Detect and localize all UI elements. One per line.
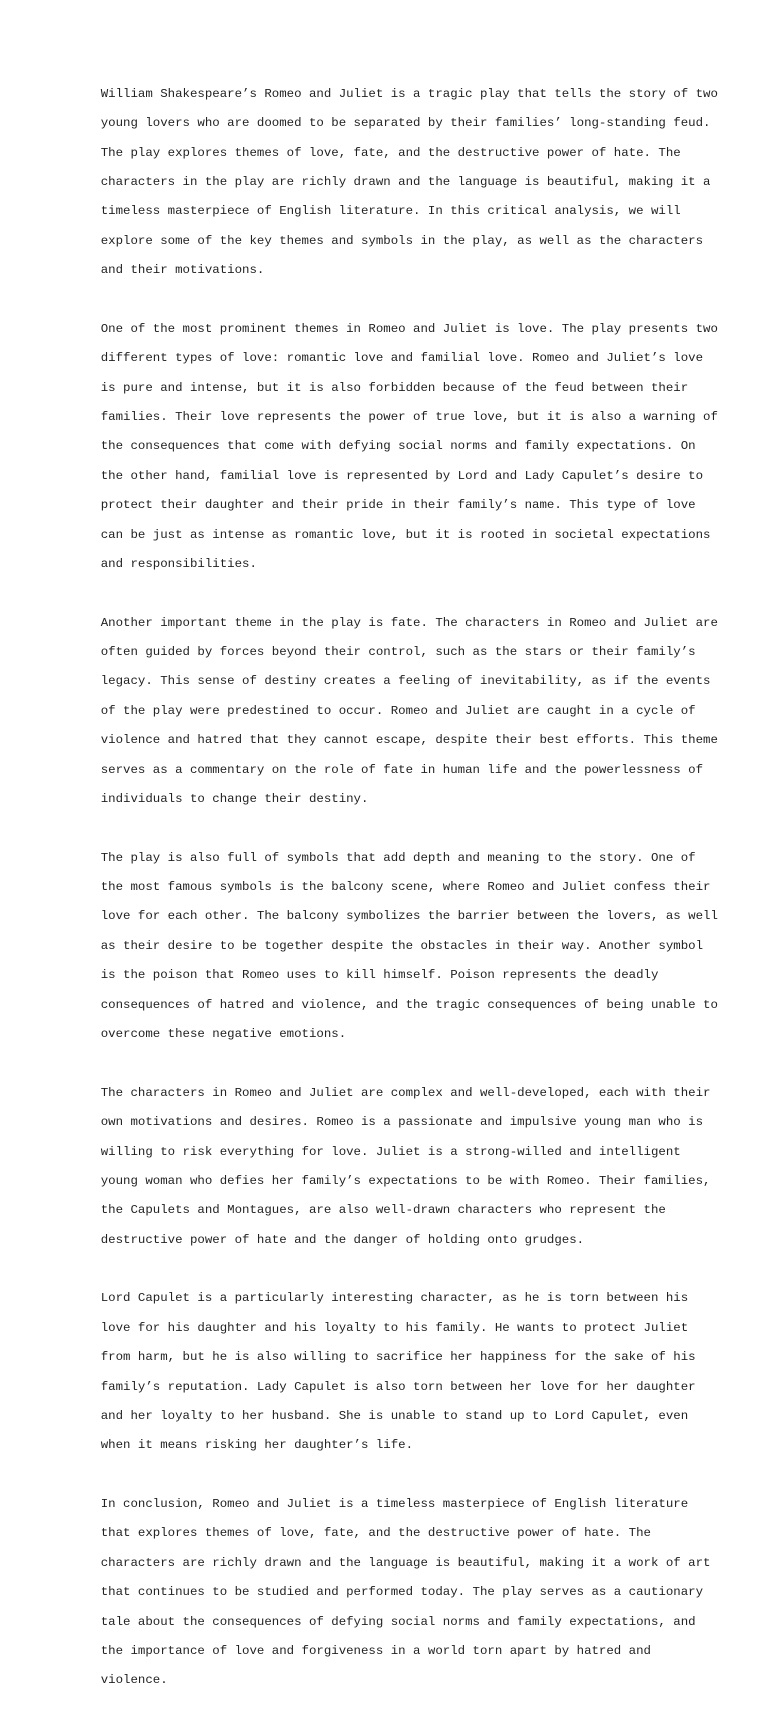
text-line: protect their daughter and their pride in their family’s name. This type of love [100, 498, 696, 513]
text-line: consequences of hatred and violence, and the tragic consequences of being unable to [100, 997, 718, 1012]
text-line: destructive power of hate and the danger of holding onto grudges. [100, 1232, 585, 1247]
text-line: One of the most prominent themes in Romeo and Juliet is love. The play presents two [100, 321, 718, 336]
text-line: The play is also full of symbols that add depth and meaning to the story. One of [100, 850, 696, 865]
text-line: Lord Capulet is a particularly interesting character, as he is torn between his [100, 1291, 689, 1306]
text-line: the other hand, familial love is represented by Lord and Lady Capulet’s desire to [100, 468, 704, 483]
paragraph-intro [71, 72, 718, 293]
paragraph-characters [71, 1071, 711, 1262]
text-line: own motivations and desires. Romeo is a passionate and impulsive young man who is [100, 1115, 704, 1130]
text-line: willing to risk everything for love. Juliet is a strong-willed and intelligent [100, 1144, 681, 1159]
text-line: is the poison that Romeo uses to kill himself. Poison represents the deadly [100, 968, 659, 983]
document-page [71, 72, 718, 1717]
paragraph-conclusion [71, 1482, 711, 1703]
text-line: different types of love: romantic love and familial love. Romeo and Juliet’s love [100, 351, 704, 366]
text-line: the consequences that come with defying social norms and family expectations. On [100, 439, 696, 454]
text-line: In conclusion, Romeo and Juliet is a timeless masterpiece of English literature [100, 1496, 689, 1511]
text-line: explore some of the key themes and symbols in the play, as well as the characters [100, 233, 704, 248]
text-line: young lovers who are doomed to be separated by their families’ long-standing feud. [100, 116, 711, 131]
text-line: and responsibilities. [100, 557, 257, 571]
text-line: is pure and intense, but it is also forbidden because of the feud between their [100, 380, 689, 395]
text-line: young woman who defies her family’s expectations to be with Romeo. Their families, [100, 1173, 711, 1188]
text-line: the most famous symbols is the balcony scene, where Romeo and Juliet confess their [100, 880, 711, 895]
text-line: The play explores themes of love, fate, and the destructive power of hate. The [100, 145, 681, 160]
text-line: violence. [100, 1673, 168, 1688]
text-line: characters in the play are richly drawn and the language is beautiful, making it a [100, 174, 711, 189]
text-line: as their desire to be together despite the obstacles in their way. Another symbol [100, 938, 704, 953]
text-line: William Shakespeare’s Romeo and Juliet is a tragic play that tells the story of two [100, 86, 718, 101]
text-line: families. Their love represents the power of true love, but it is also a warning of [100, 409, 718, 424]
text-line: the importance of love and forgiveness in a world torn apart by hatred and [100, 1644, 651, 1659]
paragraph-fate [71, 601, 718, 822]
text-line: from harm, but he is also willing to sacrifice her happiness for the sake of his [100, 1350, 696, 1365]
text-line: love for each other. The balcony symbolizes the barrier between the lovers, as well [100, 909, 718, 924]
text-line: individuals to change their destiny. [100, 792, 369, 807]
text-line: Another important theme in the play is fate. The characters in Romeo and Juliet are [100, 615, 718, 630]
text-line: the Capulets and Montagues, are also well-drawn characters who represent the [100, 1203, 666, 1218]
text-line: legacy. This sense of destiny creates a feeling of inevitability, as if the events [100, 674, 711, 689]
text-line: characters are richly drawn and the language is beautiful, making it a work of art [100, 1555, 711, 1570]
text-line: tale about the consequences of defying social norms and family expectations, and [100, 1614, 696, 1629]
text-line: The characters in Romeo and Juliet are complex and well-developed, each with their [100, 1085, 711, 1100]
text-line: timeless masterpiece of English literature. In this critical analysis, we will [100, 204, 681, 219]
text-line: of the play were predestined to occur. Romeo and Juliet are caught in a cycle of [100, 703, 696, 718]
paragraph-love [71, 307, 718, 586]
text-line: that continues to be studied and performed today. The play serves as a cautionary [100, 1585, 704, 1600]
paragraph-lord-capulet [71, 1277, 711, 1468]
text-line: violence and hatred that they cannot escape, despite their best efforts. This theme [100, 733, 718, 748]
paragraph-symbols [71, 836, 718, 1057]
text-line: serves as a commentary on the role of fate in human life and the powerlessness of [100, 762, 704, 777]
text-line: overcome these negative emotions. [100, 1027, 347, 1042]
text-line: often guided by forces beyond their control, such as the stars or their family’s [100, 645, 696, 660]
text-line: and her loyalty to her husband. She is unable to stand up to Lord Capulet, even [100, 1408, 689, 1423]
text-line: and their motivations. [100, 263, 265, 278]
text-line: when it means risking her daughter’s life. [100, 1438, 414, 1453]
text-line: that explores themes of love, fate, and the destructive power of hate. The [100, 1526, 651, 1541]
text-line: love for his daughter and his loyalty to his family. He wants to protect Juliet [100, 1320, 689, 1335]
text-line: can be just as intense as romantic love, but it is rooted in societal expectations [100, 527, 711, 542]
text-line: family’s reputation. Lady Capulet is also torn between her love for her daughter [100, 1379, 696, 1394]
